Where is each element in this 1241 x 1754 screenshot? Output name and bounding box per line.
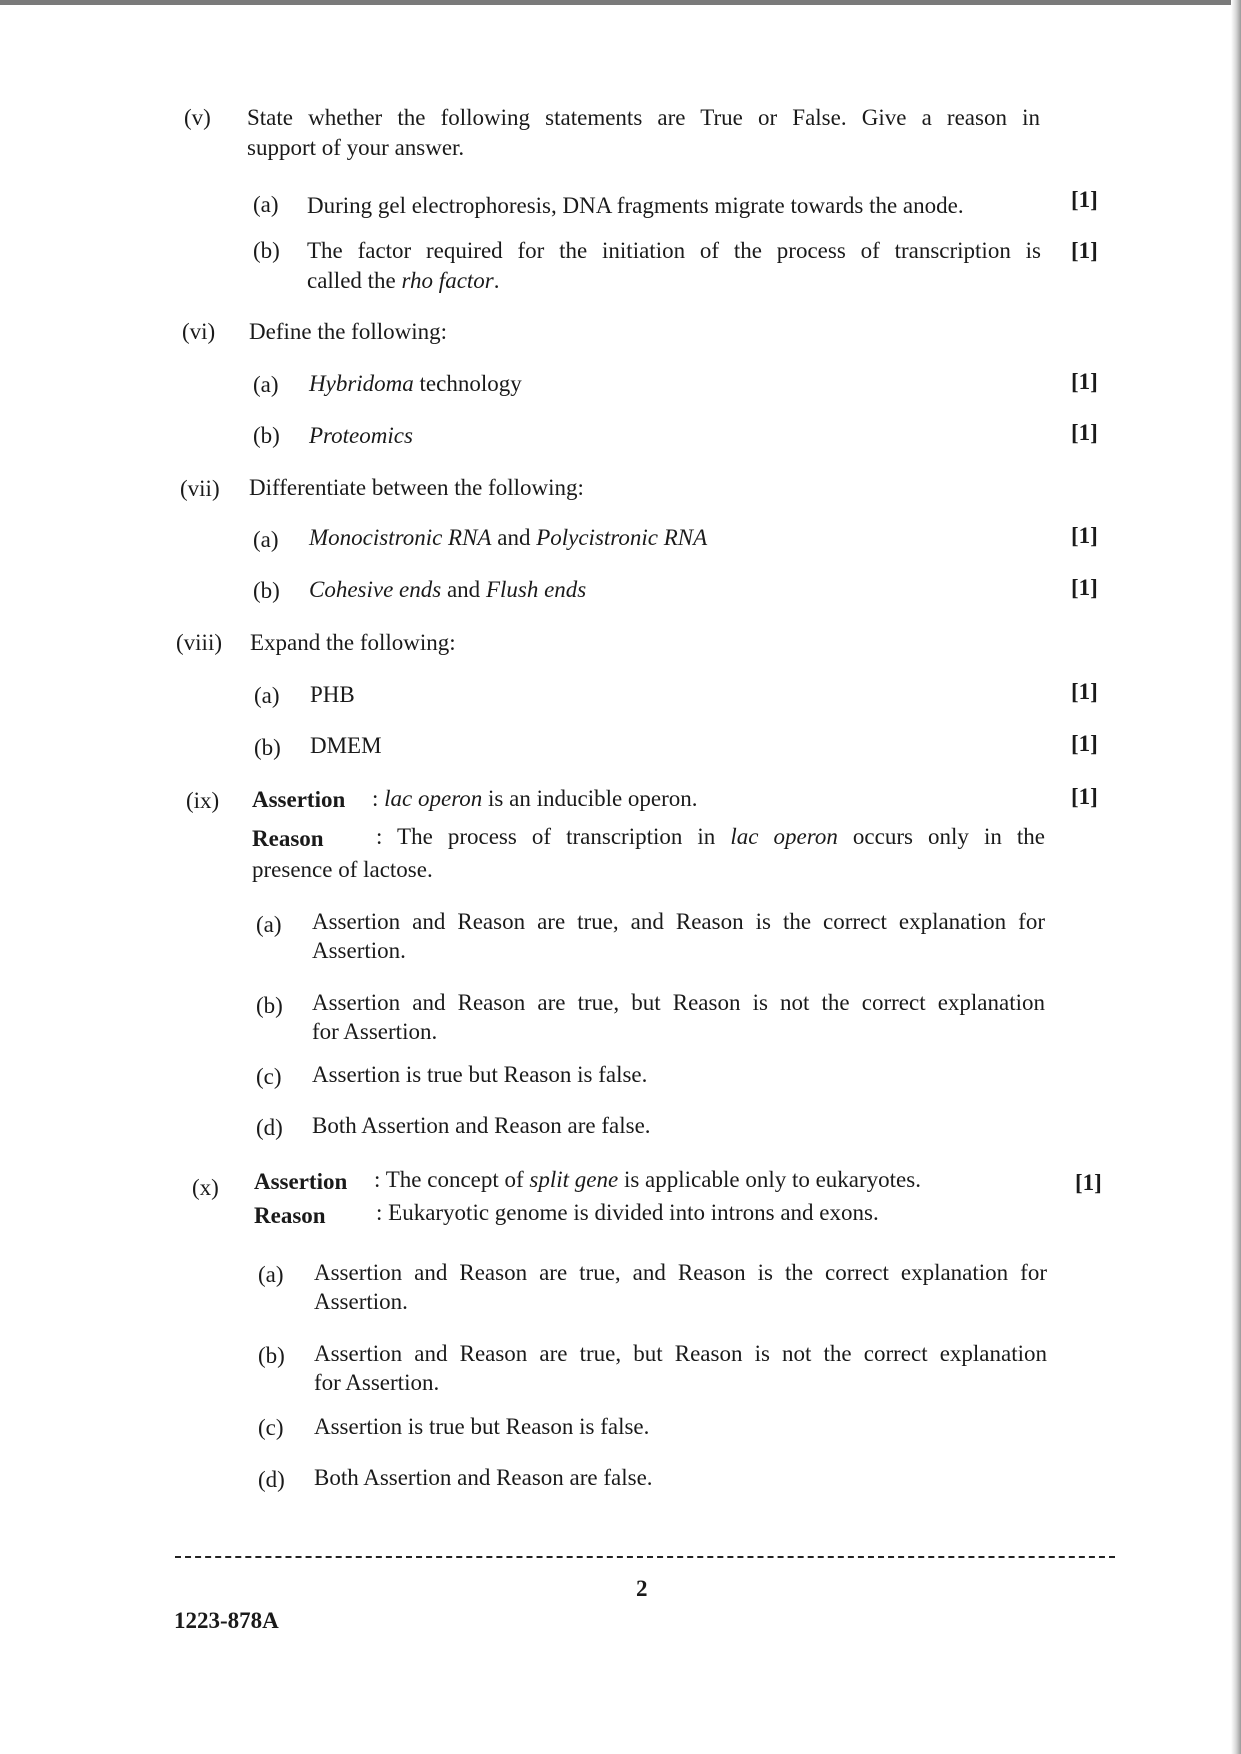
question-number: (vii) [180,476,220,501]
option-label: (b) [256,993,283,1018]
option-label: (d) [258,1467,285,1492]
assertion-label: Assertion [252,787,346,812]
option-label: (a) [254,683,280,708]
paper-code: 1223-878A [174,1608,279,1633]
marks: [1] [1071,187,1098,212]
assertion-label: Assertion [254,1169,348,1194]
abbreviation-text: PHB [310,682,355,707]
option-text: Both Assertion and Reason are false. [312,1113,651,1138]
option-label: (a) [253,192,279,217]
question-text: Expand the following: [250,630,456,655]
question-number: (viii) [176,630,222,655]
pair-text: Monocistronic RNA and Polycistronic RNA [309,525,708,550]
option-label: (c) [258,1415,284,1440]
abbreviation-text: DMEM [310,733,382,758]
question-text: Define the following: [249,319,448,344]
question-number: (x) [192,1175,219,1200]
marks: [1] [1071,784,1098,809]
option-text-cont: for Assertion. [314,1370,440,1395]
option-text: Assertion and Reason are true, and Reason is the correct explanation for [312,909,1045,934]
marks: [1] [1075,1170,1102,1195]
term-text: Proteomics [309,423,413,448]
option-label: (a) [253,372,279,397]
marks: [1] [1071,731,1098,756]
marks: [1] [1071,420,1098,445]
assertion-text: : lac operon is an inducible operon. [372,786,698,811]
reason-label: Reason [254,1203,326,1228]
reason-text-cont: presence of lactose. [252,857,433,882]
option-text: Both Assertion and Reason are false. [314,1465,653,1490]
option-label: (b) [253,578,280,603]
question-text: State whether the following statements are True or False. Give a reason in [247,105,1040,130]
option-text: Assertion and Reason are true, and Reason is the correct explanation for [314,1260,1047,1285]
scan-edge-right [1231,0,1241,1754]
marks: [1] [1071,238,1098,263]
scan-edge-top [0,0,1241,5]
question-text-cont: support of your answer. [247,135,465,160]
question-number: (v) [184,105,211,130]
reason-label: Reason [252,826,324,851]
reason-text: : Eukaryotic genome is divided into introns and exons. [376,1200,879,1225]
option-text-cont: for Assertion. [312,1019,438,1044]
option-text: Assertion is true but Reason is false. [314,1414,650,1439]
option-text-cont: Assertion. [314,1289,408,1314]
option-text-cont: Assertion. [312,938,406,963]
option-label: (b) [258,1343,285,1368]
question-text: Differentiate between the following: [249,475,584,500]
statement-text: During gel electrophoresis, DNA fragments migrate towards the anode. [307,193,964,218]
term-text: Hybridoma technology [309,371,522,396]
option-label: (d) [256,1115,283,1140]
option-text: Assertion and Reason are true, but Reason is not the correct explanation [312,990,1045,1015]
option-label: (a) [256,912,282,937]
footer-divider [175,1556,1115,1558]
statement-text: The factor required for the initiation of the process of transcription is [307,238,1041,263]
marks: [1] [1071,575,1098,600]
option-label: (b) [253,423,280,448]
marks: [1] [1071,369,1098,394]
marks: [1] [1071,679,1098,704]
statement-text-cont: called the rho factor. [307,268,500,293]
option-label: (a) [258,1262,284,1287]
option-label: (b) [254,735,281,760]
question-number: (vi) [182,319,216,344]
page-number: 2 [636,1576,648,1601]
marks: [1] [1071,523,1098,548]
question-number: (ix) [186,788,220,813]
option-label: (b) [253,238,280,263]
option-label: (c) [256,1064,282,1089]
pair-text: Cohesive ends and Flush ends [309,577,587,602]
option-text: Assertion is true but Reason is false. [312,1062,648,1087]
option-label: (a) [253,527,279,552]
option-text: Assertion and Reason are true, but Reason is not the correct explanation [314,1341,1047,1366]
reason-text: : The process of transcription in lac operon occurs only in the [376,824,1045,849]
assertion-text: : The concept of split gene is applicable only to eukaryotes. [374,1167,921,1192]
